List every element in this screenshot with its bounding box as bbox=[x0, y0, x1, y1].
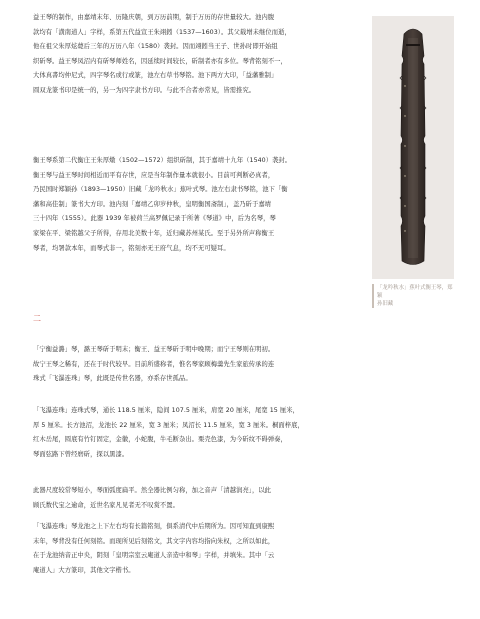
paragraph-feipu-lianzhu-dimensions bbox=[33, 404, 453, 462]
text-line: 顾氏数代宝之逾命，近世名家凡见者无不叹赏不置。 bbox=[33, 501, 179, 509]
paragraph-heng-wang-qin bbox=[33, 154, 363, 256]
text-line: 末年，琴背没有任何刻铭。而现所见后刻铭文，其文字内容均指向朱权，之所以如此， bbox=[33, 537, 275, 545]
text-line: 三十四年（1555）。此器 1939 年被荷兰高罗佩记录于所著《琴道》中，后为名琴，琴 bbox=[33, 215, 276, 223]
text-line: 乃民国时郑颖孙（1893—1950）旧藏「龙吟秋水」蕉叶式琴。池左右隶书琴铭，池下「衡 bbox=[33, 186, 288, 194]
text-line: 圆双龙篆书印是统一的，另一为四字隶书方印。与此不合者亦常见，皆需推究。 bbox=[33, 86, 256, 94]
text-line: 「飞瀑连珠」琴龙池之上下左右均有长篇铭刻，俱系清代中后期所为。因可知直到康熙 bbox=[33, 523, 275, 530]
caption-line-1: 「龙吟秋水」蕉叶式衡王琴，郑颖 bbox=[377, 285, 453, 299]
text-line: 庵道人」大方篆印，其他文字楷书。 bbox=[33, 566, 135, 574]
paragraph-ning-heng-yi-lu bbox=[33, 343, 453, 387]
text-line: 琴者，均署款本年，而琴式非一，铭刻亦无王府气息，均不无可疑耳。 bbox=[33, 244, 230, 252]
qin-illustration bbox=[372, 16, 454, 279]
text-line: 衡王琴系第二代衡庄王朱厚燉（1502—1572）组织斫制，其于嘉靖十九年（1540）袭封。 bbox=[33, 157, 292, 164]
figure-qin-photo bbox=[372, 16, 454, 308]
figure-caption bbox=[372, 284, 454, 308]
text-line: 故宁王琴之稀有，还在于时代较早。目前所盛称者，惟名琴家顾梅羹先生家旅传承的连 bbox=[33, 360, 275, 368]
text-line: 此器尺度较常琴短小，琴面弧度扁平。然全器比例匀称，加之音声「清越润亮」，以此 bbox=[33, 487, 272, 494]
text-line: 织斫琴。益王琴凤沼内有斫琴师姓名，因延续时间较长，斫制者亦有多位。琴背铭刻不一， bbox=[33, 57, 287, 65]
section-number: 二 bbox=[33, 314, 41, 323]
text-line: 大体真書均仲尼式，四字琴名或行或篆，池左右草书琴铭。池下两方大印，「益藩雅制」 bbox=[33, 72, 278, 80]
text-line: 厚 5 厘米。长方池沼，龙池长 22 厘米，宽 3 厘米；凤沼长 11.5 厘米，宽 3 厘米。桐面梓底， bbox=[33, 421, 304, 429]
text-line: 款均有「潢南道人」字样，系第五代益宣王朱翊鈏（1537—1603）。其父载增未继位而逝， bbox=[33, 28, 291, 36]
text-line: 珠式「飞瀑连珠」琴，此既是传世名器，亦系存世孤品。 bbox=[33, 375, 192, 383]
qin-image bbox=[372, 16, 454, 279]
text-line: 在于龙池纳音正中央，阴刻「皇明宗室云庵道人亲造中和琴」字样，并填朱。其中「云 bbox=[33, 552, 275, 560]
text-line: 红木岳尾，圆底有竹钉固定，金徽，小蛇腹，牛毛断杂出。栗壳色漆，为今斫纹不碍弹奏， bbox=[33, 436, 287, 444]
text-line: 「宁衡益潞」琴，潞王琴斫于明末；衡王、益王琴斫于明中晚期；而宁王琴则在明初。 bbox=[33, 346, 275, 353]
text-line: 「飞瀑连珠」连珠式琴，通长 118.5 厘米，隐间 107.5 厘米，肩宽 20 厘米，尾宽 15 厘米， bbox=[33, 407, 299, 414]
text-line: 藩和高佳制」篆书大方印。池内刻「嘉靖乙卯岁仲秋，皇明衡国斋制」，盖乃斫于嘉靖 bbox=[33, 200, 272, 208]
text-line: 衡王琴与益王琴时间相近而平有存世，应是当年制作量本就很小。目前可判断必真者， bbox=[33, 171, 275, 179]
paragraph-yi-wang-qin bbox=[33, 11, 363, 99]
text-line: 益王琴的制作，由嘉靖末年、历隆庆朝，到万历前期，制于万历的存世量较大。池内腹 bbox=[33, 14, 275, 21]
text-line: 琴面弦路下曾经磨斫，探以黑漆。 bbox=[33, 450, 129, 458]
text-line: 家梁在平、梁铭越父子所得，存用北美数十年，近归藏苏州某氏。至于另外所声称衡王 bbox=[33, 229, 275, 237]
paragraph-size-remarks bbox=[33, 484, 453, 513]
paragraph-inscriptions bbox=[33, 520, 453, 578]
caption-line-2: 孙旧藏 bbox=[377, 301, 394, 307]
text-line: 他在祖父朱厚炫薨后三年的万历八年（1580）袭封。因而翊鈏当王子、世孙时即开始组 bbox=[33, 43, 278, 51]
